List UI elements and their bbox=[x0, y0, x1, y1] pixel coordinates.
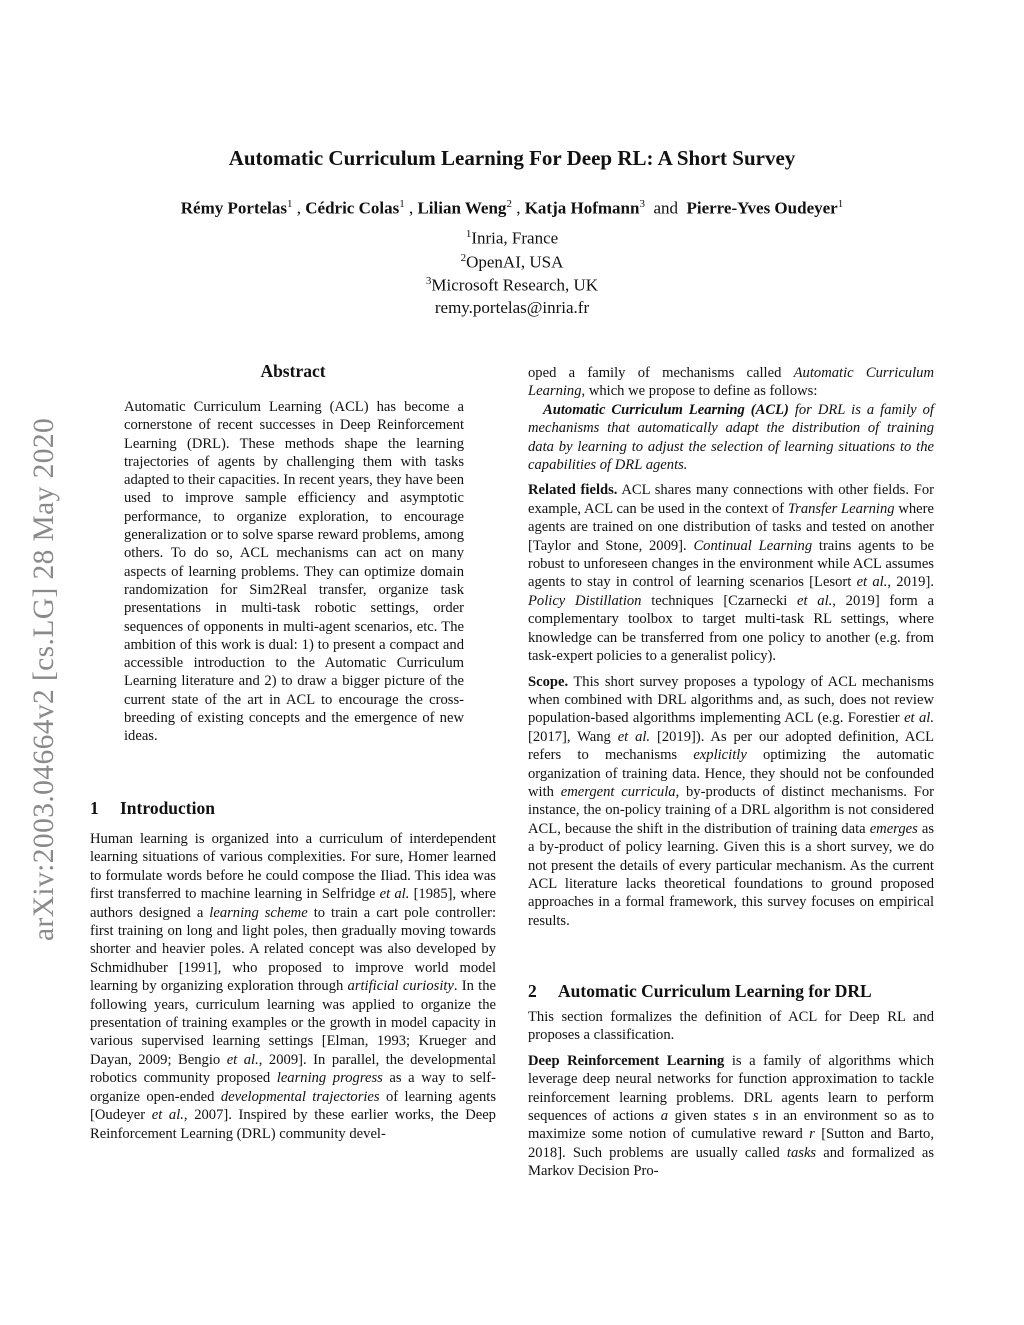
text-run-italic: Transfer Learning bbox=[787, 500, 895, 517]
paragraph bbox=[528, 1052, 934, 1181]
author-separator: , bbox=[296, 198, 301, 218]
text-run-italic: et al. bbox=[151, 1107, 184, 1124]
text-run-italic: et al. bbox=[379, 886, 410, 903]
text-run: as a by-product of policy learning. Given this is a short survey, we do not present the details of every particular mechanism. As the current ACL literature lacks theoretical foundations to ground proposed approaches in a formal framework, this survey focuses on empirical results. bbox=[528, 820, 934, 929]
author-and: and bbox=[653, 198, 678, 218]
text-run: Human learning is organized into a curriculum of interdependent learning situations of various complexities. For sure, Homer learned to formulate words before he could compose the Iliad. This idea was first transferred to machine learning in Selfridge bbox=[90, 831, 496, 903]
section-heading bbox=[90, 798, 215, 819]
text-run: [2017], Wang bbox=[528, 728, 618, 745]
author-affiliation-mark: 1 bbox=[399, 198, 405, 210]
section-number: 1 bbox=[90, 798, 99, 818]
text-run: [1985], where authors designed a bbox=[90, 886, 496, 921]
text-run: and formalized as Markov Decision Pro- bbox=[528, 1144, 934, 1180]
author-name: Cédric Colas bbox=[305, 198, 400, 218]
affiliation bbox=[0, 275, 1024, 296]
text-run: of learning agents [Oudeyer bbox=[90, 1088, 497, 1124]
text-run-italic: explicitly bbox=[693, 747, 747, 764]
text-run: to train a cart pole controller: first training on long and light poles, then gradually moving towards shorter and heavier poles. A related concept was also developed by Schmidhuber [1991], who proposed to improve world model learning by organizing exploration through bbox=[90, 904, 496, 995]
author-affiliation-mark: 1 bbox=[837, 198, 844, 210]
text-run-italic: emerges bbox=[869, 820, 918, 837]
text-run: is a family of algorithms which leverage deep neural networks for function approximation to tackle reinforcement learning problems. DRL agents learn to perform sequences of actions bbox=[528, 1052, 934, 1125]
text-run-italic: et al. bbox=[797, 592, 833, 609]
paragraph bbox=[90, 830, 496, 1143]
text-run-italic: emergent curricula bbox=[560, 783, 676, 800]
author-affiliation-mark: 1 bbox=[287, 198, 293, 210]
author-separator: , bbox=[408, 198, 414, 218]
author-affiliation-mark: 2 bbox=[506, 198, 512, 210]
text-run-italic: Policy Distillation bbox=[528, 592, 642, 609]
text-run: as a way to self-organize open-ended bbox=[90, 1070, 496, 1105]
paragraph-heading: Scope. bbox=[528, 673, 569, 690]
author-name: Pierre-Yves Oudeyer bbox=[686, 198, 838, 218]
right-column-body bbox=[528, 364, 934, 937]
section-title: Introduction bbox=[120, 798, 215, 818]
text-run: trains agents to be robust to unforeseen changes in the environment while ACL assumes agents to stay in control of learning scenarios [Lesort bbox=[528, 537, 935, 591]
affiliation-text: Microsoft Research, UK bbox=[431, 275, 599, 295]
affiliation bbox=[0, 252, 1024, 273]
text-run: [2019]). As per our adopted definition, ACL refers to mechanisms bbox=[528, 728, 934, 764]
text-run: , 2009]. In parallel, the developmental robotics community proposed bbox=[90, 1051, 496, 1087]
text-run: , 2019]. bbox=[887, 574, 934, 591]
text-run-italic: et al. bbox=[617, 728, 651, 745]
text-run: in an environment so as to maximize some notion of cumulative reward bbox=[528, 1108, 934, 1143]
text-run: , 2007]. Inspired by these earlier works, the Deep Reinforcement Learning (DRL) community devel- bbox=[90, 1107, 496, 1142]
text-run: [Sutton and Barto, 2018]. Such problems are usually called bbox=[528, 1126, 934, 1161]
author-affiliation-mark: 3 bbox=[639, 198, 645, 210]
paragraph bbox=[528, 481, 934, 665]
author-separator: , bbox=[516, 198, 521, 218]
text-run-italic: Continual Learning bbox=[693, 537, 813, 554]
arxiv-sidebar-id: arXiv:2003.04664v2 [cs.LG] 28 May 2020 bbox=[28, 417, 60, 941]
text-run-italic: developmental trajectories bbox=[220, 1088, 380, 1105]
text-run: ACL shares many connections with other fields. For example, ACL can be used in the context of bbox=[528, 482, 934, 517]
definition-paragraph bbox=[528, 401, 934, 475]
author-list bbox=[0, 198, 1024, 219]
text-run: optimizing the automatic organization of training data. Hence, they should not be confounded with bbox=[528, 747, 934, 800]
paragraph-heading: Related fields. bbox=[528, 482, 618, 499]
affiliation-text: Inria, France bbox=[471, 228, 559, 248]
author-name: Katja Hofmann bbox=[524, 198, 640, 218]
abstract-text: Automatic Curriculum Learning (ACL) has become a cornerstone of recent successes in Deep Reinforcement Learning (DRL). These methods shape the learning trajectories of agents by challenging them with tasks adapted to their capacities. In recent years, they have been used to improve sample efficiency and asymptotic performance, to organize exploration, to encourage generalization or to solve sparse reward problems, among others. To do so, ACL mechanisms can act on many aspects of learning problems. They can optimize domain randomization for Sim2Real transfer, organize task presentations in multi-task robotic settings, order sequences of opponents in multi-agent scenarios, etc. The ambition of this work is dual: 1) to present a compact and accessible introduction to the Automatic Curriculum Learning literature and 2) to draw a bigger picture of the current state of the art in ACL to encourage the cross-breeding of existing concepts and the emergence of new ideas. bbox=[124, 399, 464, 745]
text-run: given states bbox=[667, 1108, 753, 1125]
section-number: 2 bbox=[528, 981, 537, 1001]
text-run-italic: tasks bbox=[786, 1144, 817, 1161]
paper-title: Automatic Curriculum Learning For Deep RL: A Short Survey bbox=[228, 146, 796, 170]
text-run: , 2019] form a complementary toolbox to target multi-task RL settings, where knowledge can be transferred from one policy to another (e.g. from task-expert policies to a generalist policy). bbox=[528, 592, 934, 665]
text-run-italic: et al. bbox=[904, 710, 934, 727]
text-run-italic: Automatic Curriculum Learning bbox=[528, 365, 934, 400]
paragraph-heading: Deep Reinforcement Learning bbox=[528, 1052, 725, 1069]
paragraph bbox=[528, 364, 934, 401]
text-run-bold-italic: Automatic Curriculum Learning (ACL) bbox=[543, 401, 789, 418]
affiliation bbox=[0, 228, 1024, 249]
section-heading bbox=[528, 981, 872, 1002]
text-run-italic: et al. bbox=[856, 574, 888, 591]
section-title: Automatic Curriculum Learning for DRL bbox=[558, 981, 872, 1001]
text-run-italic: et al. bbox=[226, 1051, 259, 1068]
text-run-italic: artificial curiosity bbox=[347, 978, 454, 995]
text-run: where agents are trained on one distribution of tasks and tested on another [Taylor and Stone, 2009]. bbox=[528, 500, 934, 554]
author-name: Lilian Weng bbox=[417, 198, 507, 218]
text-run: , by-products of distinct mechanisms. For instance, the on-policy training of a DRL algorithm is not considered ACL, because the shift in the distribution of training data bbox=[528, 783, 934, 837]
text-run: techniques [Czarnecki bbox=[641, 592, 798, 609]
paragraph: This section formalizes the definition of ACL for Deep RL and proposes a classification. bbox=[528, 1009, 934, 1044]
math-symbol: r bbox=[809, 1126, 815, 1143]
text-run-italic: learning scheme bbox=[209, 904, 308, 921]
affiliation-text: OpenAI, USA bbox=[466, 252, 564, 272]
text-run-italic: for DRL is a family of mechanisms that automatically adapt the distribution of training data by learning to adjust the selection of learning situations to the capabilities of DRL agents. bbox=[528, 401, 934, 474]
affiliation-mark: 3 bbox=[425, 275, 432, 287]
affiliation-mark: 1 bbox=[465, 228, 472, 240]
abstract-heading: Abstract bbox=[260, 361, 326, 381]
author-email: remy.portelas@inria.fr bbox=[434, 298, 590, 317]
text-run: oped a family of mechanisms called bbox=[528, 365, 794, 381]
text-run: . In the following years, curriculum learning was applied to organize the presentation of training examples or the growth in model capacity in various supervised learning settings [Elman, 1993; Krueger and Dayan, 2009; Bengio bbox=[90, 978, 496, 1068]
math-symbol: a bbox=[660, 1108, 668, 1125]
affiliation-mark: 2 bbox=[460, 252, 467, 264]
paragraph bbox=[528, 673, 934, 931]
text-run: , which we propose to define as follows: bbox=[581, 383, 818, 400]
text-run: This short survey proposes a typology of ACL mechanisms when combined with DRL algorithms and, as such, does not review population-based algorithms implementing ACL (e.g. Forestier bbox=[528, 673, 934, 727]
math-symbol: s bbox=[752, 1108, 759, 1125]
section2-body bbox=[528, 1008, 934, 1188]
text-run-italic: learning progress bbox=[276, 1070, 383, 1087]
intro-body bbox=[90, 830, 496, 1150]
author-name: Rémy Portelas bbox=[180, 198, 287, 218]
